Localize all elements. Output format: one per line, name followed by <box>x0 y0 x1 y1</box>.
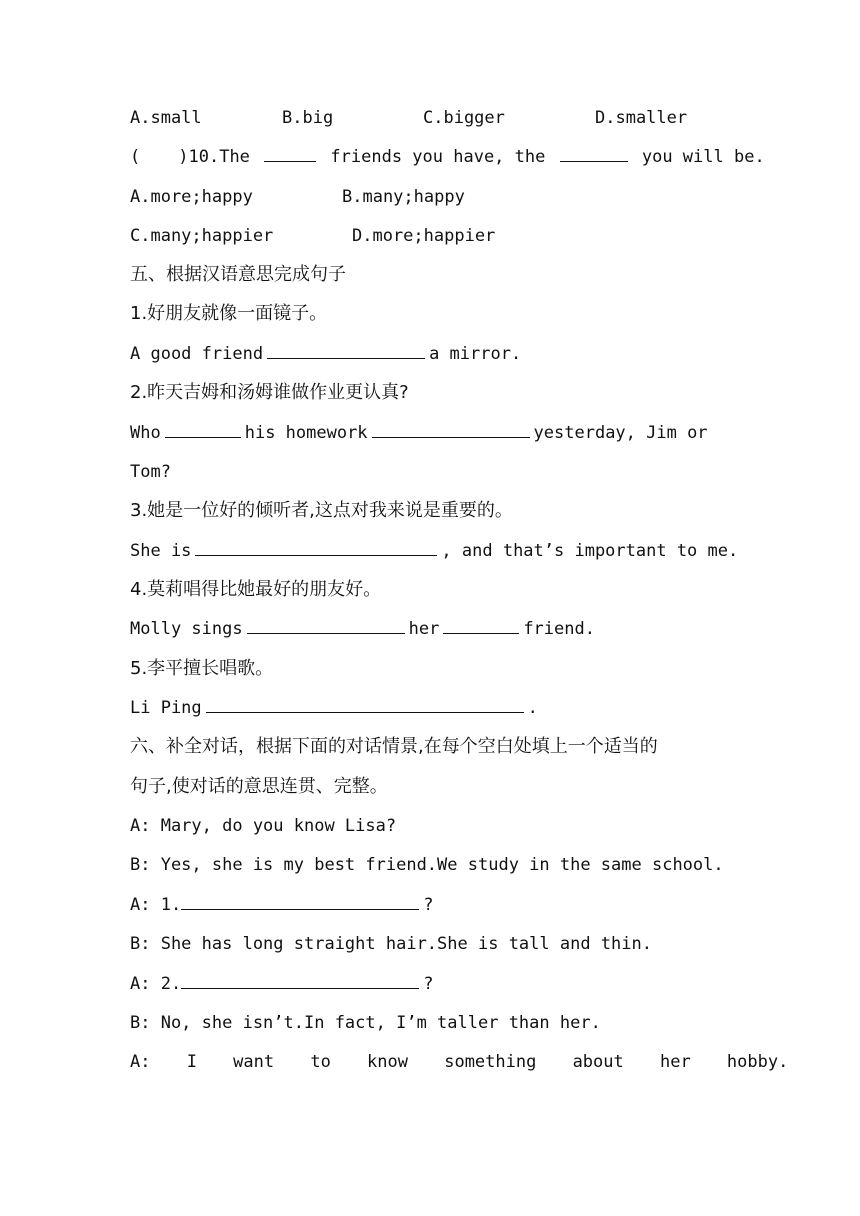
option-a: A.more;happy <box>130 187 253 207</box>
item-2-en-wrap: Tom? <box>130 462 171 482</box>
dialogue-text: A: 1. <box>130 895 182 915</box>
item-text: his homework <box>244 423 368 443</box>
blank[interactable] <box>560 143 628 162</box>
option-b: B.big <box>282 108 334 128</box>
q10-text-3: you will be. <box>641 147 765 167</box>
item-text: friend. <box>523 619 595 639</box>
item-5-cn: 5.李平擅长唱歌。 <box>130 658 274 679</box>
item-text: . <box>527 698 538 718</box>
item-1-en <box>130 339 730 369</box>
option-c: C.many;happier <box>130 226 274 246</box>
item-5-en <box>130 693 730 723</box>
item-text: Li Ping <box>130 698 202 718</box>
blank[interactable] <box>267 340 425 359</box>
item-3-cn: 3.她是一位好的倾听者,这点对我来说是重要的。 <box>130 500 513 521</box>
option-c: C.bigger <box>423 108 505 128</box>
blank[interactable] <box>165 419 241 438</box>
q10-text-2: friends you have, the <box>330 147 546 167</box>
blank[interactable] <box>195 537 437 556</box>
section-6-title-line2: 句子,使对话的意思连贯、完整。 <box>130 776 388 797</box>
dialogue-line: B: No, she isn’t.In fact, I’m taller than her. <box>130 1013 601 1033</box>
item-3-en <box>130 536 739 566</box>
dialogue-line: B: She has long straight hair.She is tall and thin. <box>130 934 652 954</box>
item-4-cn: 4.莫莉唱得比她最好的朋友好。 <box>130 579 382 600</box>
item-text: She is <box>130 541 192 561</box>
q9-options <box>130 103 730 133</box>
blank[interactable] <box>206 694 524 713</box>
item-text: Who <box>130 423 161 443</box>
option-a: A.small <box>130 108 202 128</box>
q10-options-row2 <box>130 221 730 251</box>
dialogue-line-blank-1 <box>130 890 730 920</box>
dialogue-line: A: I want to know something about her hobby. <box>130 1052 789 1072</box>
item-1-cn: 1.好朋友就像一面镜子。 <box>130 303 328 324</box>
q10-options-row1 <box>130 182 730 212</box>
item-text: A good friend <box>130 344 264 364</box>
blank[interactable] <box>181 970 419 989</box>
blank[interactable] <box>181 891 419 910</box>
option-d: D.more;happier <box>352 226 496 246</box>
item-text: a mirror. <box>429 344 522 364</box>
option-d: D.smaller <box>595 108 688 128</box>
blank[interactable] <box>372 419 530 438</box>
dialogue-line: B: Yes, she is my best friend.We study in the same school. <box>130 855 724 875</box>
section-6-title-line1: 六、补全对话，根据下面的对话情景,在每个空白处填上一个适当的 <box>130 736 658 757</box>
item-2-cn: 2.昨天吉姆和汤姆谁做作业更认真? <box>130 382 409 403</box>
item-2-en <box>130 418 730 448</box>
answer-paren-open: ( <box>130 147 141 167</box>
blank[interactable] <box>443 615 519 634</box>
section-5-title: 五、根据汉语意思完成句子 <box>130 264 346 285</box>
item-4-en <box>130 614 730 644</box>
item-text: Molly sings <box>130 619 243 639</box>
item-text: her <box>408 619 440 639</box>
question-mark: ? <box>423 974 434 994</box>
option-b: B.many;happy <box>342 187 465 207</box>
item-text: yesterday, Jim or <box>533 423 708 443</box>
q10-text-1: The <box>219 147 250 167</box>
blank[interactable] <box>247 615 405 634</box>
question-mark: ? <box>423 895 434 915</box>
item-text: , and that’s important to me. <box>441 541 739 561</box>
blank[interactable] <box>264 143 316 162</box>
question-10 <box>130 142 765 172</box>
dialogue-text: A: 2. <box>130 974 182 994</box>
dialogue-line: A: Mary, do you know Lisa? <box>130 816 397 836</box>
question-number: )10. <box>178 147 220 167</box>
dialogue-line-blank-2 <box>130 969 730 999</box>
